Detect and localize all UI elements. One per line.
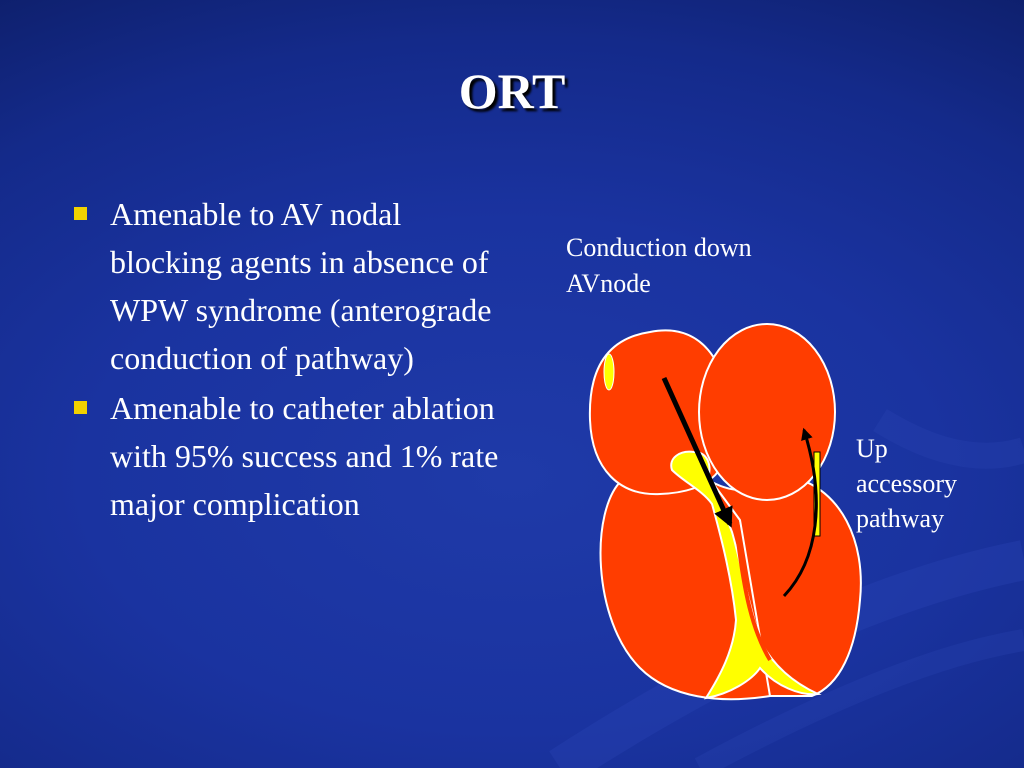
slide-title: ORT [458,63,566,119]
sinus-node [604,354,614,390]
label-line: accessory [856,469,958,498]
label-line: Conduction down [566,233,752,262]
label-line: pathway [856,504,945,533]
bullet-text: Amenable to AV nodal blocking agents in absence of WPW syndrome (anterograde conduction of pathway) [110,196,492,376]
bullet-text: Amenable to catheter ablation with 95% success and 1% rate major complication [110,390,499,522]
label-line: Up [856,434,888,463]
label-line: AVnode [566,269,651,298]
